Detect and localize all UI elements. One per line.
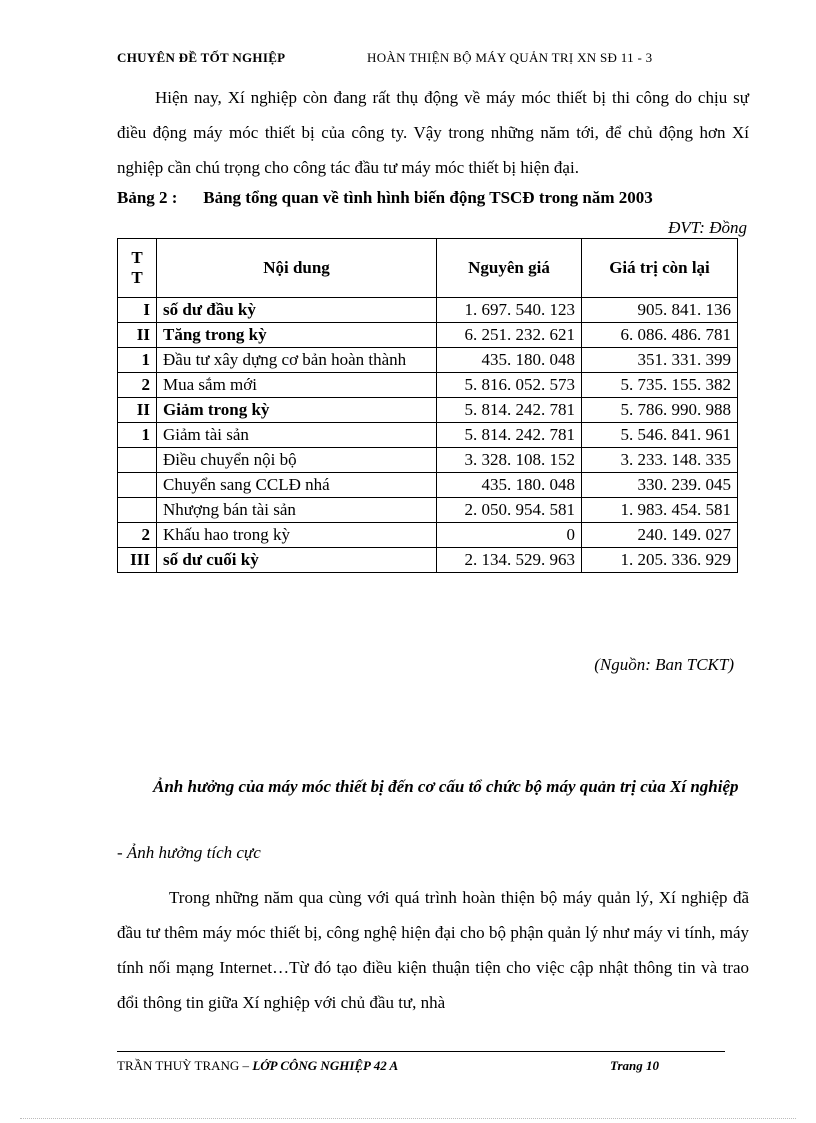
cell-original: 2. 050. 954. 581 (437, 498, 582, 523)
cell-original: 5. 816. 052. 573 (437, 373, 582, 398)
paragraph-intro: Hiện nay, Xí nghiệp còn đang rất thụ động về máy móc thiết bị thi công do chịu sự điều động máy móc thiết bị của công ty. Vậy trong những năm tới, để chủ động hơn Xí nghiệp cần chú trọng cho công tác đầu tư máy móc thiết bị hiện đại. (117, 88, 749, 177)
cell-remaining: 351. 331. 399 (582, 348, 738, 373)
cell-original: 5. 814. 242. 781 (437, 398, 582, 423)
cell-original: 435. 180. 048 (437, 473, 582, 498)
table-row (118, 548, 738, 573)
cell-original: 2. 134. 529. 963 (437, 548, 582, 573)
paragraph-body: Trong những năm qua cùng với quá trình hoàn thiện bộ máy quản lý, Xí nghiệp đã đầu tư thêm máy móc thiết bị, công nghệ hiện đại cho bộ phận quản lý như máy vi tính, máy tính nối mạng Internet…Từ đó tạo điều kiện thuận tiện cho việc cập nhật thông tin và trao đổi thông tin giữa Xí nghiệp với chủ đầu tư, nhà (117, 888, 749, 1012)
cell-content: số dư cuối kỳ (157, 548, 437, 573)
cell-tt: 1 (118, 348, 157, 373)
table-header-row (118, 239, 738, 298)
table-row (118, 473, 738, 498)
cell-tt (118, 498, 157, 523)
table-row (118, 448, 738, 473)
table-row (118, 423, 738, 448)
cell-remaining: 1. 983. 454. 581 (582, 498, 738, 523)
cell-original: 435. 180. 048 (437, 348, 582, 373)
cell-remaining: 1. 205. 336. 929 (582, 548, 738, 573)
cell-content: số dư đầu kỳ (157, 298, 437, 323)
footer-page-number: Trang 10 (610, 1058, 659, 1073)
cell-remaining: 5. 735. 155. 382 (582, 373, 738, 398)
cell-content: Tăng trong kỳ (157, 323, 437, 348)
table-source: (Nguồn: Ban TCKT) (594, 655, 734, 674)
cell-content: Giảm trong kỳ (157, 398, 437, 423)
cell-tt (118, 448, 157, 473)
sub-heading: - Ảnh hưởng tích cực (117, 843, 261, 862)
table-row (118, 498, 738, 523)
cell-tt: 2 (118, 373, 157, 398)
cell-remaining: 330. 239. 045 (582, 473, 738, 498)
cell-tt: 2 (118, 523, 157, 548)
cell-original: 6. 251. 232. 621 (437, 323, 582, 348)
table-caption (117, 188, 653, 208)
section-heading: Ảnh hưởng của máy móc thiết bị đến cơ cấu tổ chức bộ máy quản trị của Xí nghiệp (153, 777, 739, 796)
table-row (118, 348, 738, 373)
cell-remaining: 905. 841. 136 (582, 298, 738, 323)
footer-divider (117, 1051, 725, 1052)
cell-content: Khấu hao trong kỳ (157, 523, 437, 548)
table-label: Bảng 2 : (117, 188, 178, 207)
table-row (118, 523, 738, 548)
cell-original: 0 (437, 523, 582, 548)
footer-author-name: TRẦN THUỲ TRANG – (117, 1058, 253, 1073)
header-original: Nguyên giá (437, 239, 582, 298)
header-content: Nội dung (157, 239, 437, 298)
cell-content: Chuyển sang CCLĐ nhá (157, 473, 437, 498)
cell-content: Giảm tài sản (157, 423, 437, 448)
cell-original: 3. 328. 108. 152 (437, 448, 582, 473)
footer-author (117, 1058, 398, 1074)
cell-original: 1. 697. 540. 123 (437, 298, 582, 323)
cell-remaining: 6. 086. 486. 781 (582, 323, 738, 348)
cell-remaining: 3. 233. 148. 335 (582, 448, 738, 473)
cell-content: Đầu tư xây dựng cơ bản hoàn thành (157, 348, 437, 373)
table-row (118, 323, 738, 348)
cell-tt: III (118, 548, 157, 573)
cell-remaining: 5. 546. 841. 961 (582, 423, 738, 448)
footer-class: LỚP CÔNG NGHIỆP 42 A (252, 1058, 399, 1073)
table-title: Bảng tổng quan về tình hình biến động TSCĐ trong năm 2003 (203, 188, 653, 207)
header-tt: T T (118, 239, 157, 298)
assets-table (117, 238, 738, 573)
cell-tt: I (118, 298, 157, 323)
header-left: CHUYÊN ĐỀ TỐT NGHIỆP (117, 50, 286, 65)
table-row (118, 298, 738, 323)
page-edge-divider (20, 1118, 796, 1119)
table-row (118, 373, 738, 398)
cell-content: Điều chuyển nội bộ (157, 448, 437, 473)
cell-content: Mua sắm mới (157, 373, 437, 398)
cell-remaining: 240. 149. 027 (582, 523, 738, 548)
table-row (118, 398, 738, 423)
cell-tt: II (118, 323, 157, 348)
cell-tt: II (118, 398, 157, 423)
cell-tt (118, 473, 157, 498)
cell-content: Nhượng bán tài sản (157, 498, 437, 523)
table-unit: ĐVT: Đồng (668, 218, 747, 237)
cell-original: 5. 814. 242. 781 (437, 423, 582, 448)
cell-tt: 1 (118, 423, 157, 448)
header-right: HOÀN THIỆN BỘ MÁY QUẢN TRỊ XN SĐ 11 - 3 (367, 50, 653, 65)
cell-remaining: 5. 786. 990. 988 (582, 398, 738, 423)
header-remaining: Giá trị còn lại (582, 239, 738, 298)
